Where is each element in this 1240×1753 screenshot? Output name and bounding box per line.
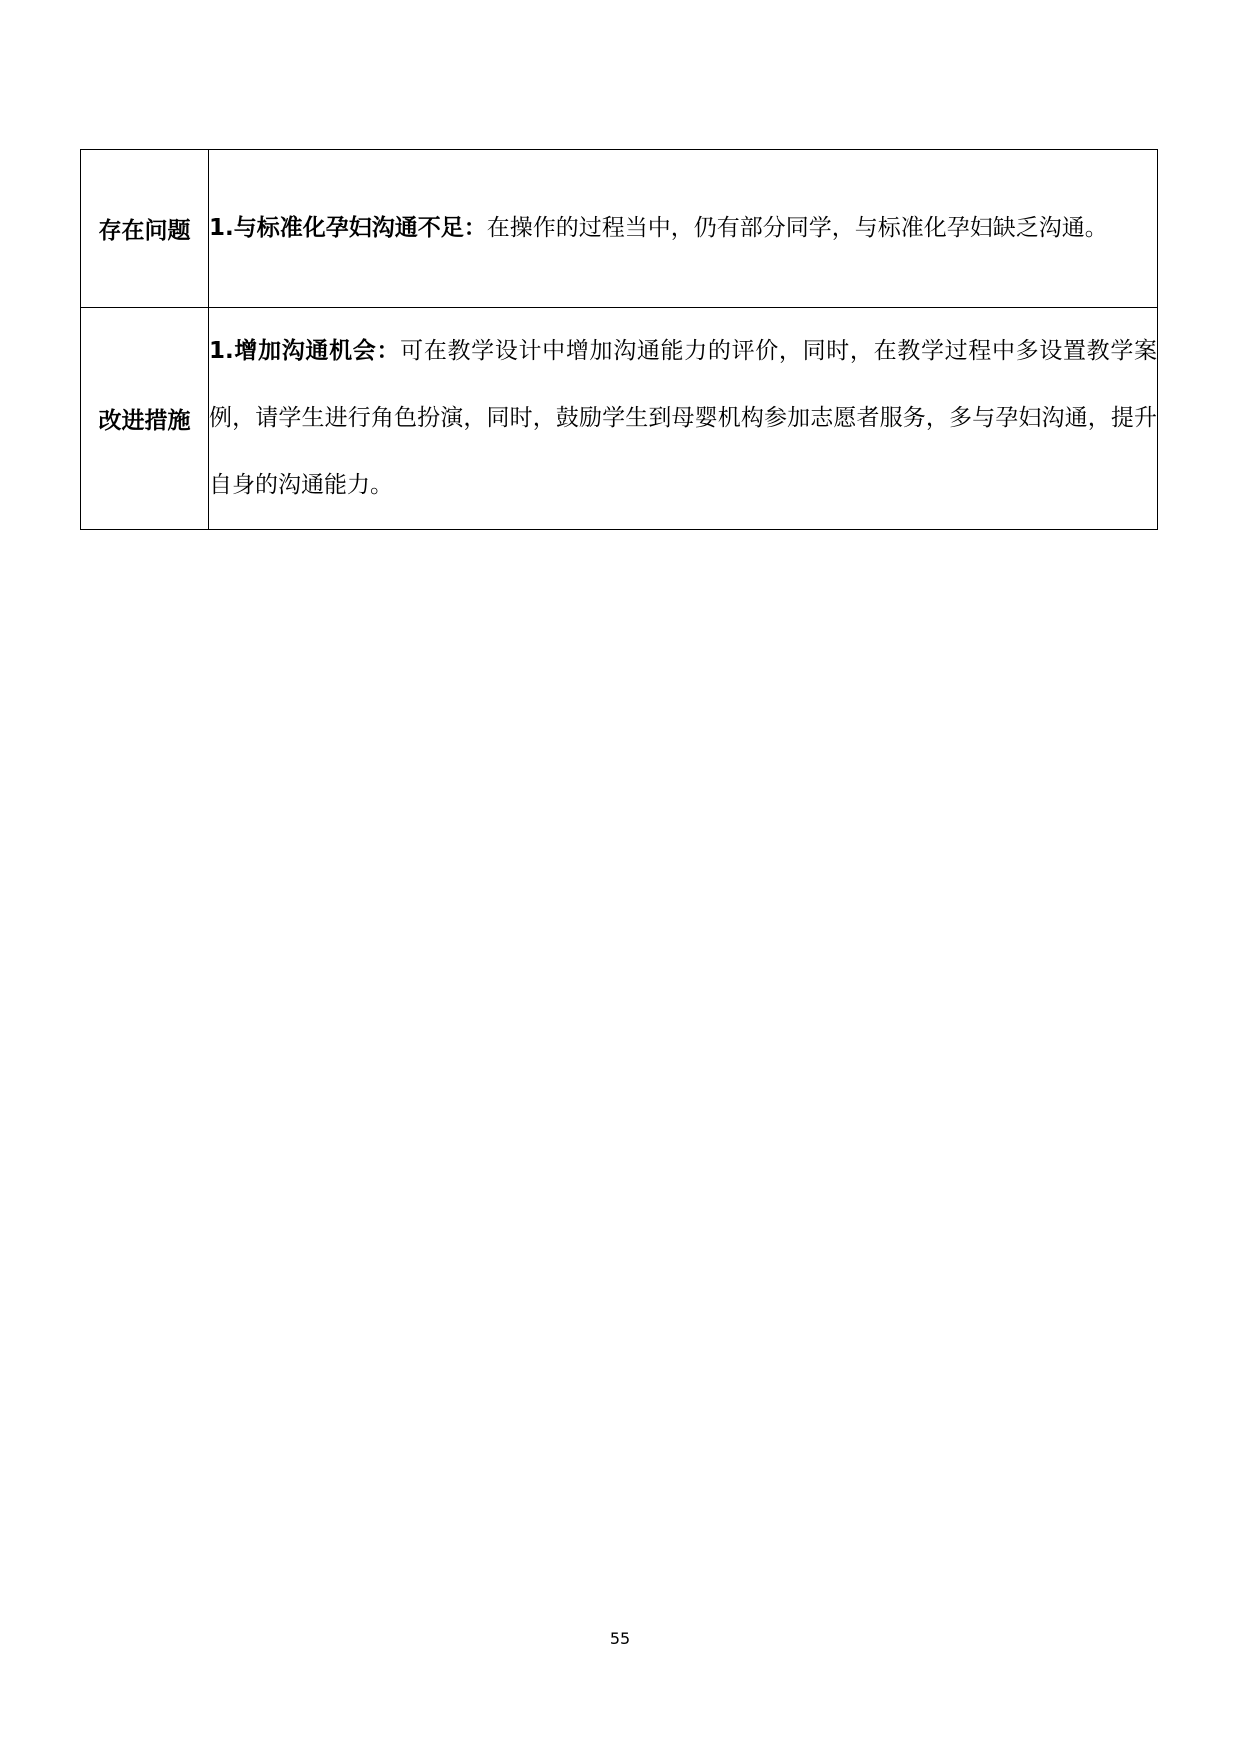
page-number: 55 <box>609 1629 631 1648</box>
row-label-measures: 改进措施 <box>81 308 209 530</box>
row-label-problems: 存在问题 <box>81 150 209 308</box>
row-content-measures <box>209 308 1158 530</box>
measure-text: 可在教学设计中增加沟通能力的评价，同时，在教学过程中多设置教学案例，请学生进行角色扮演，同时，鼓励学生到母婴机构参加志愿者服务，多与孕妇沟通，提升自身的沟通能力。 <box>209 338 1158 498</box>
table-row-problems <box>81 150 1158 308</box>
measure-lead: 1.增加沟通机会： <box>209 338 401 364</box>
problem-text: 在操作的过程当中，仍有部分同学，与标准化孕妇缺乏沟通。 <box>486 215 1108 241</box>
table-row-measures <box>81 308 1158 530</box>
review-table <box>80 149 1158 530</box>
problem-lead: 1.与标准化孕妇沟通不足： <box>209 215 487 241</box>
row-content-problems <box>209 150 1158 308</box>
